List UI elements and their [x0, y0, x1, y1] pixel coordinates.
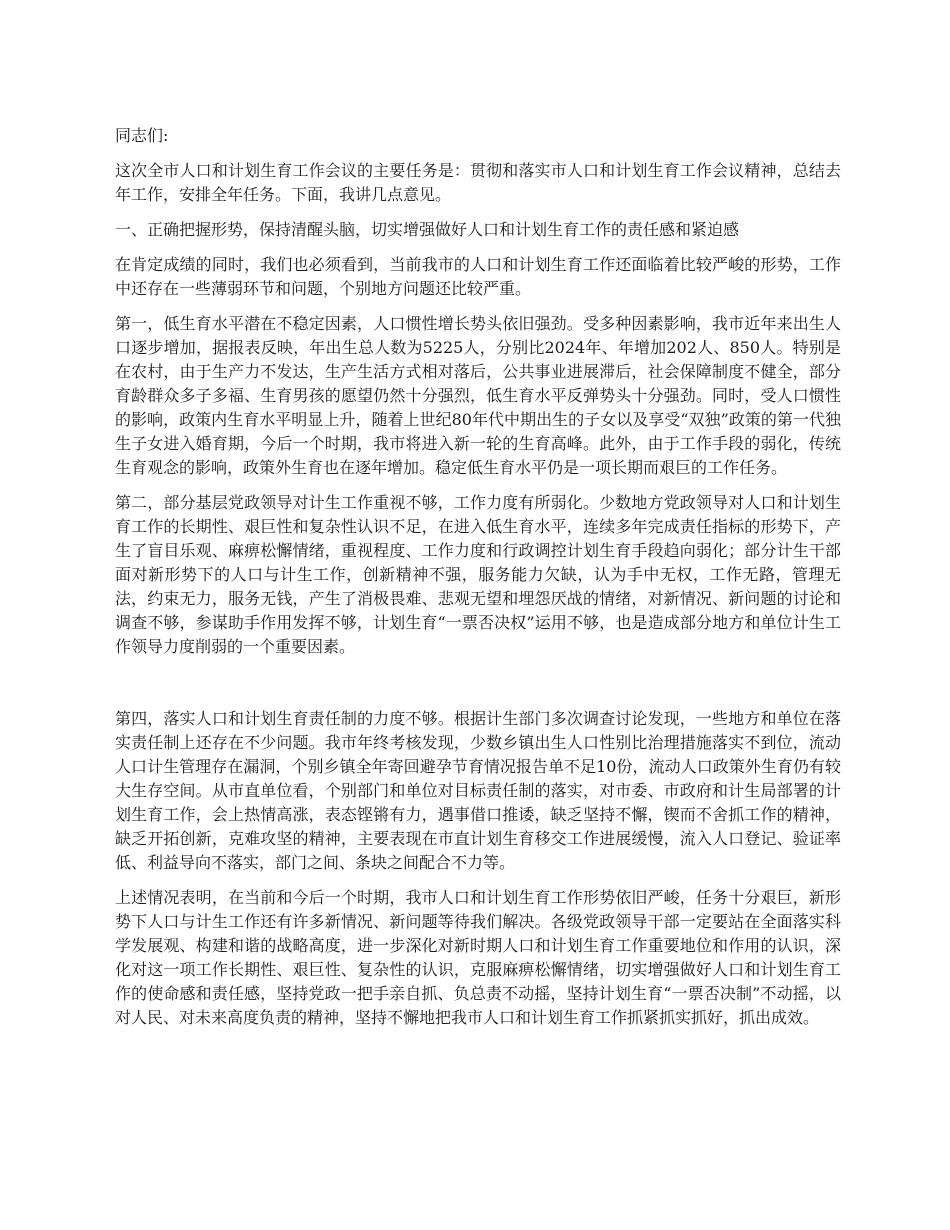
- point-four-paragraph: 第四，落实人口和计划生育责任制的力度不够。根据计生部门多次调查讨论发现，一些地方和单位在落实责任制上还存在不少问题。我市年终考核发现，少数乡镇出生人口性别比治理措施落实不到位，流动人口计生管理存在漏洞，个别乡镇全年寄回避孕节育情况报告单不足10份，流动人口政策外生育仍有较大生存空间。从市直单位看，个别部门和单位对目标责任制的落实，对市委、市政府和计生局部署的计划生育工作，会上热情高涨，表态铿锵有力，遇事借口推诿，缺乏坚持不懈，锲而不舍抓工作的精神，缺乏开拓创新，克难攻坚的精神，主要表现在市直计划生育移交工作进展缓慢，流入人口登记、验证率低、利益导向不落实，部门之间、条块之间配合不力等。: [115, 709, 841, 872]
- blank-gap: [115, 670, 841, 707]
- document-body: [115, 124, 841, 1041]
- conclusion-paragraph: 上述情况表明，在当前和今后一个时期，我市人口和计划生育工作形势依旧严峻，任务十分艰巨，新形势下人口与计生工作还有许多新情况、新问题等待我们解决。各级党政领导干部一定要站在全面落实科学发展观、构建和谐的战略高度，进一步深化对新时期人口和计划生育工作重要地位和作用的认识，深化对这一项工作长期性、艰巨性、复杂性的认识，克服麻痹松懈情绪，切实增强做好人口和计划生育工作的使命感和责任感，坚持党政一把手亲自抓、负总责不动摇，坚持计划生育“一票否决制”不动摇，以对人民、对未来高度负责的精神，坚持不懈地把我市人口和计划生育工作抓紧抓实抓好，抓出成效。: [115, 888, 841, 1027]
- greeting: 同志们:: [115, 126, 169, 145]
- point-one-paragraph: 第一，低生育水平潜在不稳定因素，人口惯性增长势头依旧强劲。受多种因素影响，我市近年来出生人口逐步增加，据报表反映，年出生总人数为5225人，分别比2024年、年增加202人、850人。特别是在农村，由于生产力不发达，生产生活方式相对落后，公共事业进展滞后，社会保障制度不健全，部分育龄群众多子多福、生育男孩的愿望仍然十分强烈，低生育水平反弹势头十分强劲。同时，受人口惯性的影响，政策内生育水平明显上升，随着上世纪80年代中期出生的子女以及享受“双独”政策的第一代独生子女进入婚育期，今后一个时期，我市将进入新一轮的生育高峰。此外，由于工作手段的弱化，传统生育观念的影响，政策外生育也在逐年增加。稳定低生育水平仍是一项长期而艰巨的工作任务。: [115, 314, 841, 477]
- point-two-paragraph: 第二，部分基层党政领导对计生工作重视不够，工作力度有所弱化。少数地方党政领导对人口和计划生育工作的长期性、艰巨性和复杂性认识不足，在进入低生育水平，连续多年完成责任指标的形势下，产生了盲目乐观、麻痹松懈情绪，重视程度、工作力度和行政调控计划生育手段趋向弱化；部分计生干部面对新形势下的人口与计生工作，创新精神不强，服务能力欠缺，认为手中无权，工作无路，管理无法，约束无力，服务无钱，产生了消极畏难、悲观无望和埋怨厌战的情绪，对新情况、新问题的讨论和调查不够，参谋助手作用发挥不够，计划生育“一票否决权”运用不够，也是造成部分地方和单位计生工作领导力度削弱的一个重要因素。: [115, 493, 841, 656]
- section-heading: 一、正确把握形势，保持清醒头脑，切实增强做好人口和计划生育工作的责任感和紧迫感: [115, 220, 740, 239]
- section-intro-paragraph: 在肯定成绩的同时，我们也必须看到，当前我市的人口和计划生育工作还面临着比较严峻的形势，工作中还存在一些薄弱环节和问题，个别地方问题还比较严重。: [115, 255, 841, 298]
- intro-paragraph: 这次全市人口和计划生育工作会议的主要任务是：贯彻和落实市人口和计划生育工作会议精神，总结去年工作，安排全年任务。下面，我讲几点意见。: [115, 161, 841, 204]
